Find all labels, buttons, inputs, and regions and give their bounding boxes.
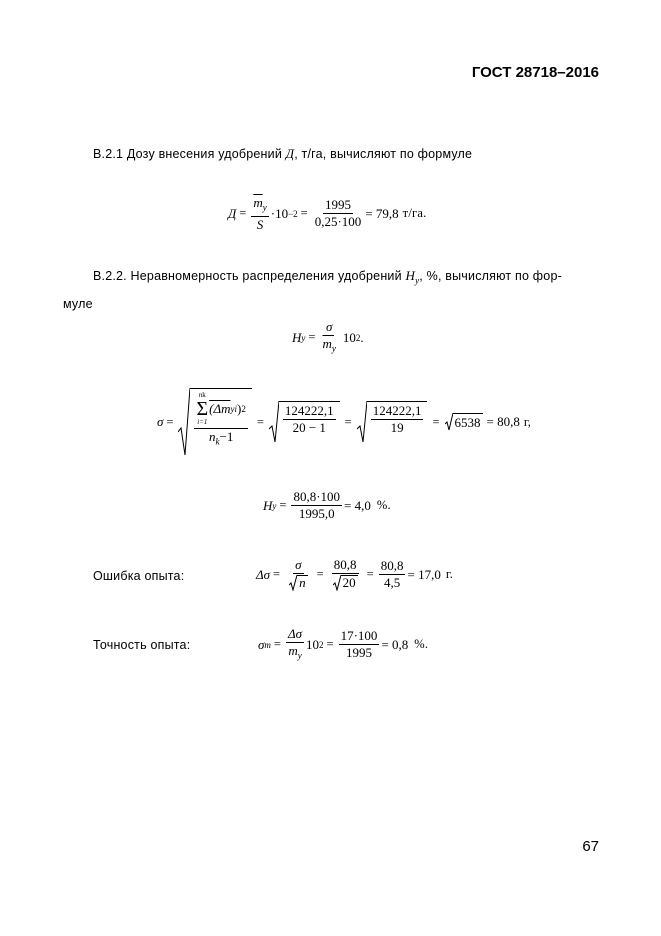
label-experiment-error: Ошибка опыта: <box>93 569 185 583</box>
sum-sign: nk Σ i=1 <box>196 391 209 426</box>
eq2-num: σ <box>325 319 333 334</box>
eq6-factor-exp: 2 <box>319 639 324 650</box>
eq3-lhs: σ <box>157 414 164 429</box>
eq2-den: $\overline{m}$ <box>322 336 332 351</box>
eq1-fraction-2 <box>313 198 364 229</box>
eq3-den2: 20 − 1 <box>292 420 326 435</box>
standard-number: ГОСТ 28718–2016 <box>471 64 599 81</box>
p2-text-before: В.2.2. Неравномерность распределения удобрений <box>93 269 402 283</box>
eq2-lhs-sub: у <box>301 332 306 343</box>
paragraph-b22-line2: муле <box>63 297 93 311</box>
eq4-fraction <box>291 490 342 521</box>
eq1-num2: 1995 <box>325 197 352 213</box>
eq2-factor-exp: 2 <box>355 332 361 343</box>
eq6-den: $\overline{m}$ <box>288 643 298 658</box>
eq5-result: = 17,0 <box>407 566 441 582</box>
eq2-end: . <box>360 329 364 345</box>
equation-dose: Д = $\frac{\overline{m}_у}{S}$ · 10 −2 = $\frac{1995}{0,25\cdot 100}$ = 79,8 т/га. <box>228 195 427 232</box>
eq6-num: Δσ <box>287 626 303 641</box>
eq3-den3: 19 <box>390 420 404 435</box>
eq3-den: n <box>208 429 216 444</box>
eq1-fraction <box>251 196 268 232</box>
eq1-lhs: Д <box>228 205 237 221</box>
eq4-lhs: H <box>263 497 273 513</box>
eq3-sqrt-3 <box>357 401 428 443</box>
eq3-unit: г, <box>523 414 532 429</box>
eq5-den: n <box>299 575 306 590</box>
eq3-num2: 124222,1 <box>284 403 334 418</box>
eq6-lhs-sub: т <box>264 639 271 650</box>
eq1-factor: 10 <box>275 205 289 221</box>
p2-text-after: , %, вычисляют по фор- <box>419 269 562 283</box>
eq1-factor-exp: −2 <box>288 208 298 219</box>
eq5-fraction-1 <box>285 558 312 591</box>
eq3-fraction-1: nk Σ i=1 (Δm уi ) 2 $n_k-1$ <box>196 391 246 447</box>
eq3-sqrt-1 <box>178 388 251 456</box>
eq6-den2: 1995 <box>346 645 373 661</box>
eq1-den: S <box>256 216 264 232</box>
eq2-factor: 10 <box>342 329 356 345</box>
eq4-den: 1995,0 <box>298 506 335 521</box>
paragraph-b21 <box>93 146 472 162</box>
eq5-fraction-3 <box>379 559 406 590</box>
eq2-lhs: H <box>292 329 302 345</box>
eq3-sqrt4: 6538 <box>454 415 481 430</box>
eq3-term: (Δm <box>209 401 231 416</box>
eq4-num: 80,8·100 <box>293 489 341 504</box>
p1-symbol: Д <box>285 146 295 161</box>
eq1-num: $\overline{m}$ <box>253 195 263 210</box>
eq1-unit: т/га. <box>402 206 427 221</box>
eq6-num2: 17·100 <box>340 628 378 644</box>
eq5-num2: 80,8 <box>333 557 357 572</box>
eq6-factor: 10 <box>306 636 320 652</box>
eq4-lhs-sub: у <box>272 500 277 511</box>
eq1-result: = 79,8 <box>365 205 399 221</box>
equation-unevenness-value: H у = $\frac{80,8\cdot 100}{1995,0}$ = 4,0 %. <box>263 489 391 521</box>
eq1-num-sub: у <box>262 202 267 213</box>
eq6-lhs: σ <box>258 636 265 652</box>
eq6-den-sub: у <box>297 650 302 661</box>
eq2-den-sub: у <box>331 343 336 354</box>
p1-text-after: , т/га, вычисляют по формуле <box>294 147 473 161</box>
eq4-result: = 4,0 <box>344 497 371 513</box>
p1-text-before: В.2.1 Дозу внесения удобрений <box>93 147 283 161</box>
eq3-sqrt-2 <box>269 401 340 443</box>
paragraph-b22 <box>93 268 562 286</box>
equation-accuracy: σ т = $\frac{\Delta\sigma}{\overline{m}_у}$ 10 2 = $\frac{17\cdot 100}{1995}$ = 0,8 %. <box>258 626 429 661</box>
eq4-unit: %. <box>376 498 391 512</box>
eq5-lhs: Δσ <box>256 566 271 582</box>
eq3-term-exp: 2 <box>241 404 246 414</box>
eq5-unit: г. <box>445 567 454 581</box>
eq3-sqrt-4 <box>445 413 483 431</box>
eq5-num: σ <box>295 557 302 572</box>
equation-unevenness: H у = $\frac{\sigma}{\overline{m}_у}$ 10 2 . <box>292 319 364 354</box>
eq3-num3: 124222,1 <box>372 403 422 418</box>
page-number: 67 <box>582 838 599 855</box>
eq5-num3: 80,8 <box>380 558 404 573</box>
eq5-fraction-2 <box>329 558 362 591</box>
eq6-fraction-1 <box>286 627 304 663</box>
eq3-result: = 80,8 <box>486 414 520 429</box>
eq1-den2: 0,25·100 <box>314 214 362 230</box>
p2-symbol: H <box>405 268 416 283</box>
eq2-fraction <box>320 320 337 356</box>
equation-sigma: σ = nk Σ i=1 (Δm уi ) 2 $n_k-1$ = $\frac{124222,1}{20 - 1}$ = $\frac{124222,1}{19}$ = 6538 = 80,8 г, <box>157 388 531 456</box>
equation-error: Δσ = $\frac{\sigma}{n}$ = $\frac{80,8}{20}$ = $\frac{80,8}{4,5}$ = 17,0 г. <box>256 557 454 590</box>
label-experiment-accuracy: Точность опыта: <box>93 638 191 652</box>
eq5-den3: 4,5 <box>383 575 401 590</box>
eq6-result: = 0,8 <box>381 636 409 652</box>
eq6-unit: %. <box>414 637 429 652</box>
p2-symbol-sub: у <box>415 275 420 286</box>
eq3-term-sub: уi <box>230 404 237 414</box>
eq5-den2: 20 <box>342 575 356 590</box>
eq6-fraction-2 <box>339 629 380 660</box>
